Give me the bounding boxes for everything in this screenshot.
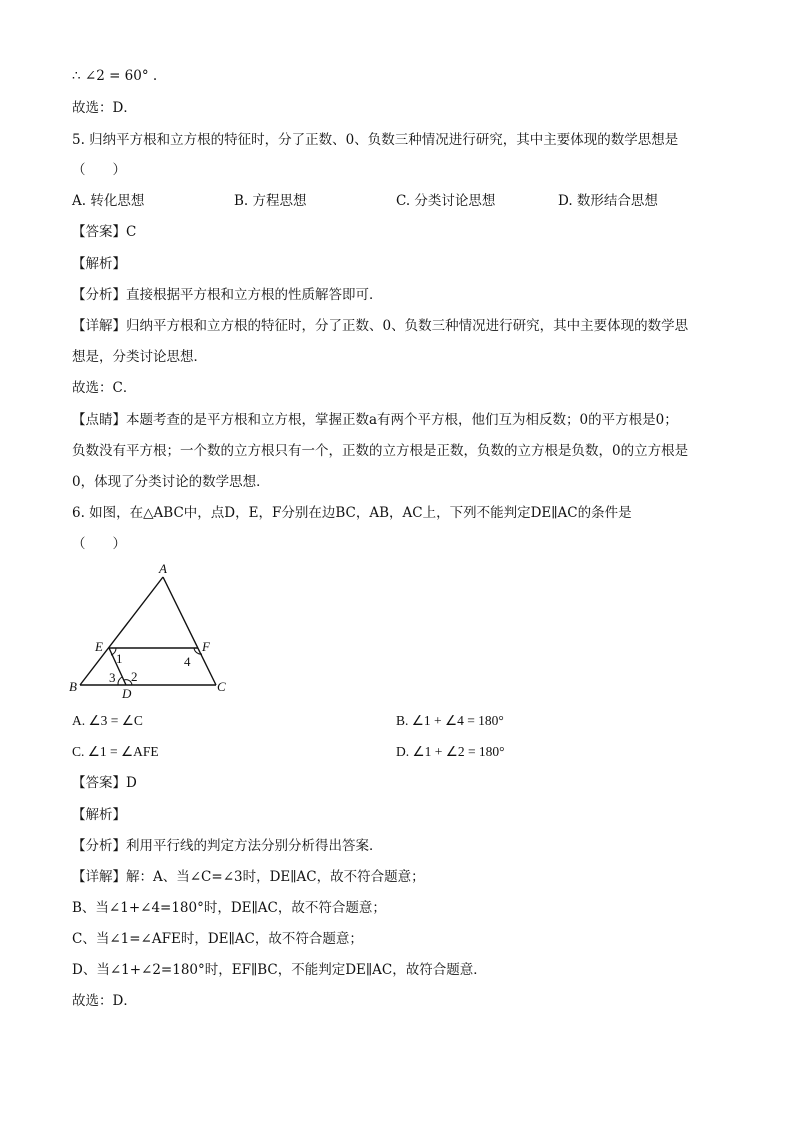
q5-dianjing-line2: 负数没有平方根；一个数的立方根只有一个，正数的立方根是正数，负数的立方根是负数，0的立方根是	[72, 443, 689, 459]
label-c: C	[217, 679, 226, 694]
q5-choice: 故选：C．	[72, 380, 137, 396]
label-angle-1: 1	[116, 651, 123, 666]
q6-xiangjie-line2: B、当∠1+∠4=180°时，DE∥AC，故不符合题意；	[72, 900, 386, 916]
prev-conclusion: ∴ ∠2 = 60° .	[72, 68, 158, 84]
q6-option-b: B. ∠1 + ∠4 = 180°	[396, 713, 504, 728]
segment-ab	[80, 577, 163, 685]
q5-answer: 【答案】C	[72, 224, 137, 240]
label-f: F	[202, 639, 210, 654]
q5-option-d: D. 数形结合思想	[558, 193, 658, 209]
label-b: B	[69, 679, 77, 694]
q5-stem-line1: 5. 归纳平方根和立方根的特征时，分了正数、0、负数三种情况进行研究，其中主要体现的数学思想是	[72, 132, 679, 148]
q6-stem-line2: （ ）	[72, 536, 126, 552]
q5-stem-line2: （ ）	[72, 162, 126, 178]
q5-dianjing-line1: 【点睛】本题考查的是平方根和立方根，掌握正数a有两个平方根，他们互为相反数；0的平方根是0；	[72, 412, 678, 428]
label-e: E	[95, 639, 103, 654]
q6-option-a: A. ∠3 = ∠C	[72, 713, 143, 728]
q6-xiangjie-line4: D、当∠1+∠2=180°时，EF∥BC，不能判定DE∥AC，故符合题意．	[72, 962, 487, 978]
q6-xiangjie-line3: C、当∠1=∠AFE时，DE∥AC，故不符合题意；	[72, 931, 363, 947]
q6-option-c: C. ∠1 = ∠AFE	[72, 744, 159, 759]
label-angle-2: 2	[131, 669, 138, 684]
q5-xiangjie-line1: 【详解】归纳平方根和立方根的特征时，分了正数、0、负数三种情况进行研究，其中主要体现的数学思	[72, 318, 689, 334]
label-d: D	[122, 686, 132, 700]
q5-option-a: A. 转化思想	[72, 193, 145, 209]
q6-answer: 【答案】D	[72, 775, 137, 791]
q5-dianjing-line3: 0，体现了分类讨论的数学思想．	[72, 474, 270, 490]
label-a: A	[159, 561, 167, 576]
q6-fenxi: 【分析】利用平行线的判定方法分别分析得出答案．	[72, 838, 383, 854]
q5-xiangjie-line2: 想是，分类讨论思想．	[72, 349, 207, 365]
prev-choice: 故选：D．	[72, 100, 137, 116]
label-angle-4: 4	[184, 654, 191, 669]
q6-option-d: D. ∠1 + ∠2 = 180°	[396, 744, 505, 759]
q6-analysis-tag: 【解析】	[72, 807, 126, 823]
q5-fenxi: 【分析】直接根据平方根和立方根的性质解答即可．	[72, 287, 383, 303]
q5-option-c: C. 分类讨论思想	[396, 193, 496, 209]
triangle-figure	[66, 560, 246, 700]
q5-analysis-tag: 【解析】	[72, 256, 126, 272]
q5-option-b: B. 方程思想	[234, 193, 307, 209]
q6-xiangjie-line1: 【详解】解：A、当∠C=∠3时，DE∥AC，故不符合题意；	[72, 869, 425, 885]
q6-stem-line1: 6. 如图，在△ABC中，点D，E，F分别在边BC，AB，AC上，下列不能判定DE∥AC的条件是	[72, 505, 632, 521]
label-angle-3: 3	[109, 670, 116, 685]
q6-choice: 故选：D．	[72, 993, 137, 1009]
angle-3-arc	[118, 677, 122, 685]
